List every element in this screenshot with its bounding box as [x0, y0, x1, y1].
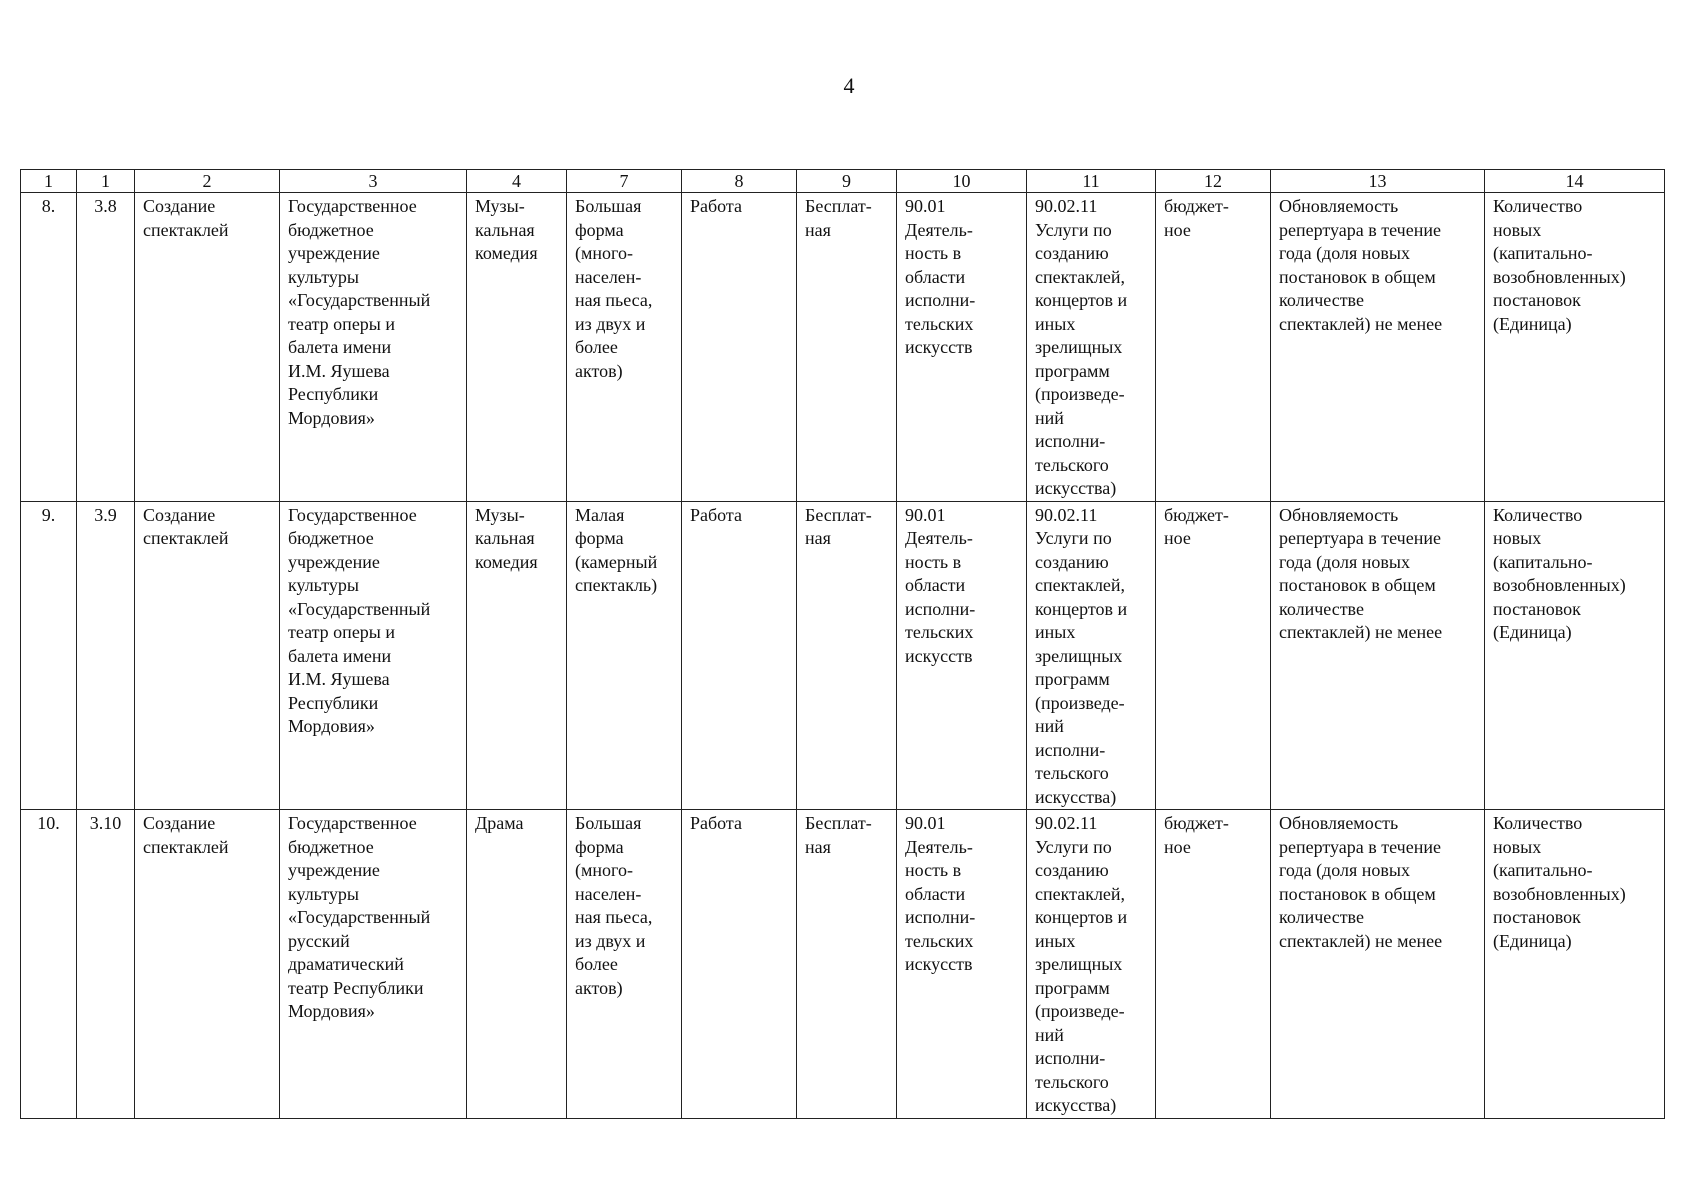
institution-name: Государственное бюджетное учреждение культуры «Государственный театр оперы и балета имени И.М. Яушева Республики Мордовия» [280, 501, 467, 810]
table-header [21, 170, 1665, 193]
service-code: 3.10 [77, 810, 135, 1119]
okved-code: 90.01 Деятель- ность в области исполни- тельских искусств [897, 501, 1027, 810]
service-code: 3.9 [77, 501, 135, 810]
volume-indicator: Количество новых (капитально- возобновленных) постановок (Единица) [1485, 193, 1665, 502]
quality-indicator: Обновляемость репертуара в течение года (доля новых постановок в общем количестве спектаклей) не менее [1271, 193, 1485, 502]
column-header: 8 [682, 170, 797, 193]
service-name: Создание спектаклей [135, 193, 280, 502]
column-header: 1 [77, 170, 135, 193]
service-code: 3.8 [77, 193, 135, 502]
funding-type: бюджет- ное [1156, 810, 1271, 1119]
okpd-code: 90.02.11 Услуги по созданию спектаклей, концертов и иных зрелищных программ (произведе- ний исполни- тельского искусства) [1027, 193, 1156, 502]
payment-type: Бесплат- ная [797, 193, 897, 502]
services-table [20, 169, 1665, 1119]
okved-code: 90.01 Деятель- ность в области исполни- тельских искусств [897, 193, 1027, 502]
row-number: 8. [21, 193, 77, 502]
payment-type: Бесплат- ная [797, 810, 897, 1119]
performance-form: Большая форма (много- населен- ная пьеса, из двух и более актов) [567, 193, 682, 502]
work-type: Работа [682, 193, 797, 502]
funding-type: бюджет- ное [1156, 193, 1271, 502]
column-header: 11 [1027, 170, 1156, 193]
column-header: 2 [135, 170, 280, 193]
table-row [21, 193, 1665, 502]
okpd-code: 90.02.11 Услуги по созданию спектаклей, концертов и иных зрелищных программ (произведе- ний исполни- тельского искусства) [1027, 501, 1156, 810]
service-name: Создание спектаклей [135, 810, 280, 1119]
performance-form: Большая форма (много- населен- ная пьеса, из двух и более актов) [567, 810, 682, 1119]
page-number: 4 [843, 73, 855, 98]
institution-name: Государственное бюджетное учреждение культуры «Государственный русский драматический театр Республики Мордовия» [280, 810, 467, 1119]
okpd-code: 90.02.11 Услуги по созданию спектаклей, концертов и иных зрелищных программ (произведе- ний исполни- тельского искусства) [1027, 810, 1156, 1119]
header-row [21, 170, 1665, 193]
column-header: 13 [1271, 170, 1485, 193]
column-header: 4 [467, 170, 567, 193]
column-header: 3 [280, 170, 467, 193]
row-number: 9. [21, 501, 77, 810]
service-name: Создание спектаклей [135, 501, 280, 810]
table-row [21, 810, 1665, 1119]
volume-indicator: Количество новых (капитально- возобновленных) постановок (Единица) [1485, 810, 1665, 1119]
column-header: 7 [567, 170, 682, 193]
quality-indicator: Обновляемость репертуара в течение года (доля новых постановок в общем количестве спектаклей) не менее [1271, 810, 1485, 1119]
quality-indicator: Обновляемость репертуара в течение года (доля новых постановок в общем количестве спектаклей) не менее [1271, 501, 1485, 810]
column-header: 1 [21, 170, 77, 193]
column-header: 12 [1156, 170, 1271, 193]
table-row [21, 501, 1665, 810]
funding-type: бюджет- ное [1156, 501, 1271, 810]
volume-indicator: Количество новых (капитально- возобновленных) постановок (Единица) [1485, 501, 1665, 810]
payment-type: Бесплат- ная [797, 501, 897, 810]
work-type: Работа [682, 501, 797, 810]
genre: Драма [467, 810, 567, 1119]
column-header: 9 [797, 170, 897, 193]
institution-name: Государственное бюджетное учреждение культуры «Государственный театр оперы и балета имени И.М. Яушева Республики Мордовия» [280, 193, 467, 502]
column-header: 10 [897, 170, 1027, 193]
genre: Музы- кальная комедия [467, 193, 567, 502]
okved-code: 90.01 Деятель- ность в области исполни- тельских искусств [897, 810, 1027, 1119]
genre: Музы- кальная комедия [467, 501, 567, 810]
column-header: 14 [1485, 170, 1665, 193]
table-body [21, 193, 1665, 1119]
performance-form: Малая форма (камерный спектакль) [567, 501, 682, 810]
work-type: Работа [682, 810, 797, 1119]
row-number: 10. [21, 810, 77, 1119]
